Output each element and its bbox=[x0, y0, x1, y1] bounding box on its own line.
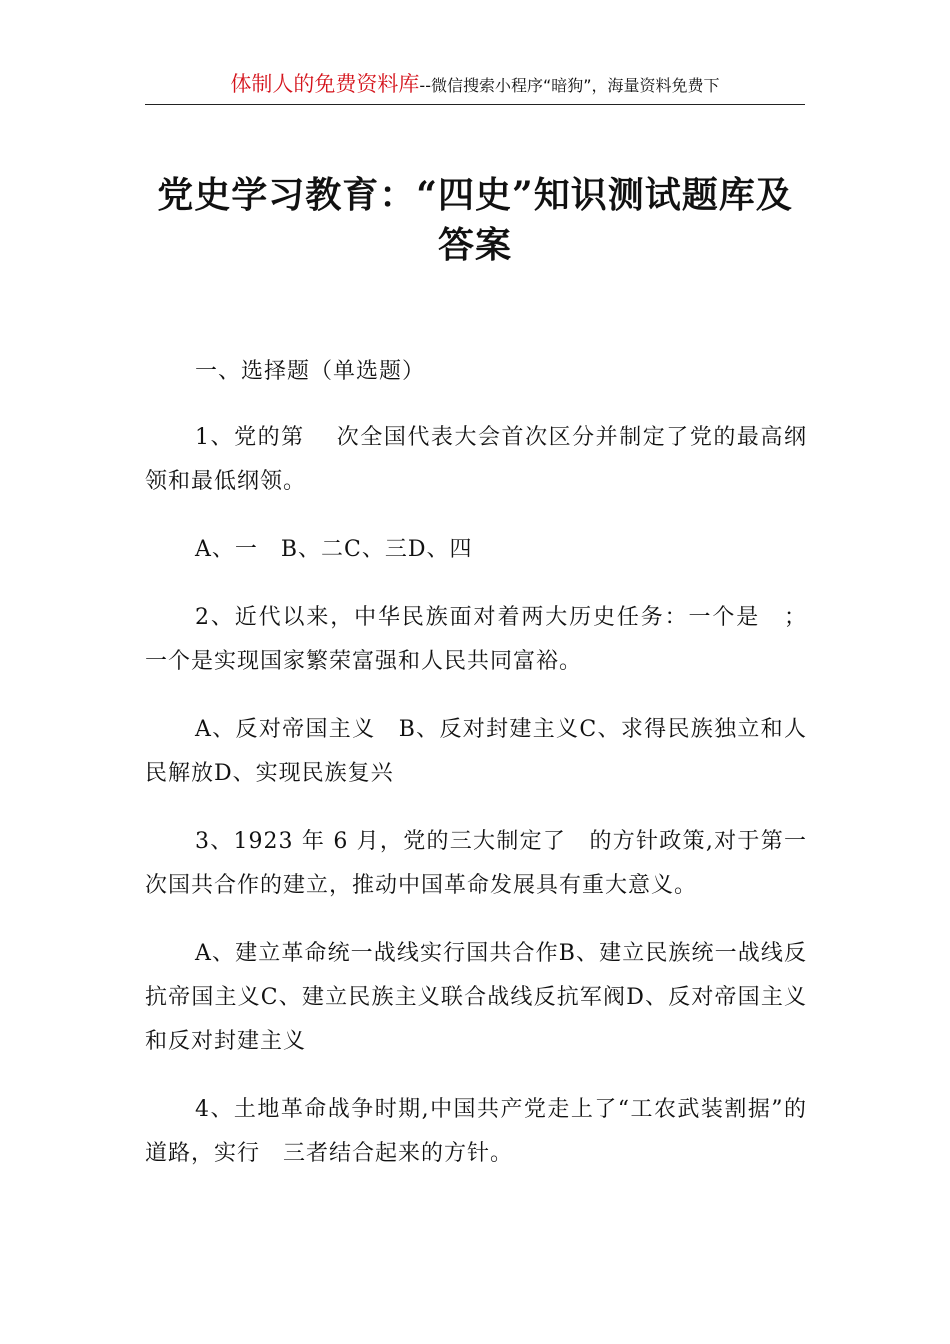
page-header bbox=[145, 68, 805, 105]
header-brand: 体制人的免费资料库 bbox=[230, 72, 420, 96]
question-1: 1、党的第 次全国代表大会首次区分并制定了党的最高纲领和最低纲领。 bbox=[145, 425, 807, 494]
document-title: 党史学习教育：“四史”知识测试题库及答案 bbox=[157, 174, 793, 266]
section-heading: 一、选择题（单选题） bbox=[195, 359, 426, 384]
question-3: 3、1923 年 6 月，党的三大制定了 的方针政策,对于第一次国共合作的建立，推动中国革命发展具有重大意义。 bbox=[145, 829, 807, 898]
document-body bbox=[145, 350, 807, 1200]
header-note: --微信搜索小程序“暗狗”，海量资料免费下 bbox=[419, 76, 720, 95]
question-2: 2、近代以来，中华民族面对着两大历史任务：一个是 ；一个是实现国家繁荣富强和人民共同富裕。 bbox=[145, 605, 807, 674]
question-1-options: A、一 B、二C、三D、四 bbox=[195, 537, 473, 562]
question-3-options: A、建立革命统一战线实行国共合作B、建立民族统一战线反抗帝国主义C、建立民族主义联合战线反抗军阀D、反对帝国主义和反对封建主义 bbox=[145, 941, 807, 1054]
question-4: 4、土地革命战争时期,中国共产党走上了“工农武装割据”的道路，实行 三者结合起来的方针。 bbox=[145, 1097, 807, 1166]
question-2-options: A、反对帝国主义 B、反对封建主义C、求得民族独立和人民解放D、实现民族复兴 bbox=[145, 717, 807, 786]
